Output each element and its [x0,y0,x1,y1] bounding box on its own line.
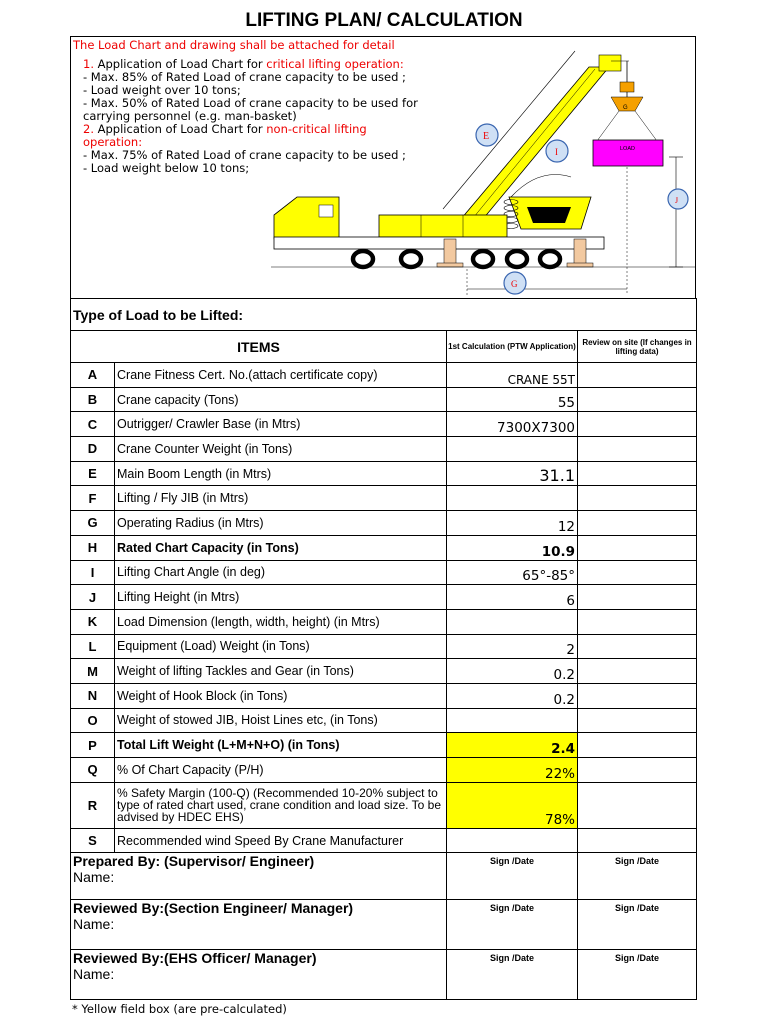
reviewed-ehs-cell [71,950,447,1000]
row-description: Crane Counter Weight (in Tons) [115,437,447,462]
row-letter: C [71,412,115,437]
first-calculation-value[interactable] [447,708,578,733]
review-on-site-value[interactable] [578,733,697,758]
sign-date-1st[interactable]: Sign /Date [447,900,578,950]
label-j: J [675,196,679,205]
table-row [71,412,697,437]
review-on-site-value[interactable] [578,609,697,634]
note-2-text: Application of Load Chart for [93,122,267,136]
first-calculation-value[interactable]: 12 [447,511,578,536]
label-e: E [483,131,490,142]
row-description: Weight of Hook Block (in Tons) [115,683,447,708]
reviewed-ehs-name-label: Name: [73,966,115,983]
first-calculation-value[interactable]: 0.2 [447,659,578,684]
note-1-text: Application of Load Chart for [93,57,267,71]
first-calculation-value[interactable]: 55 [447,387,578,412]
table-row [71,609,697,634]
label-g: G [511,279,518,289]
first-calculation-value[interactable]: 0.2 [447,683,578,708]
row-description: Crane capacity (Tons) [115,387,447,412]
label-i: I [555,147,558,157]
row-letter: E [71,461,115,486]
note-2-line: - Max. 75% of Rated Load of crane capacity to be used ; [83,148,406,162]
table-row [71,535,697,560]
first-calculation-value[interactable]: 10.9 [447,535,578,560]
row-letter: H [71,535,115,560]
row-letter: A [71,363,115,388]
review-on-site-value[interactable] [578,511,697,536]
row-description: Operating Radius (in Mtrs) [115,511,447,536]
note-1-line: - Max. 85% of Rated Load of crane capacity to be used ; [83,70,406,84]
review-on-site-value[interactable] [578,828,697,853]
note-2-line: - Load weight below 10 tons; [83,161,250,175]
row-letter: N [71,683,115,708]
row-description: Total Lift Weight (L+M+N+O) (in Tons) [115,733,447,758]
first-calculation-value[interactable] [447,828,578,853]
label-bubble-i [546,140,568,162]
sign-date-1st[interactable]: Sign /Date [447,950,578,1000]
table-row [71,363,697,388]
table-row [71,683,697,708]
table-row [71,733,697,758]
review-on-site-value[interactable] [578,387,697,412]
table-row [71,461,697,486]
table-row [71,387,697,412]
sign-date-1st[interactable]: Sign /Date [447,853,578,900]
row-description: Lifting / Fly JIB (in Mtrs) [115,486,447,511]
row-letter: P [71,733,115,758]
label-bubble-j [668,189,688,209]
review-on-site-value[interactable] [578,634,697,659]
load-box [593,140,663,166]
table-row [71,828,697,853]
first-calculation-value[interactable]: 7300X7300 [447,412,578,437]
row-letter: B [71,387,115,412]
row-description: Weight of lifting Tackles and Gear (in Tons) [115,659,447,684]
row-letter: K [71,609,115,634]
table-row [71,782,697,828]
review-on-site-value[interactable] [578,782,697,828]
row-letter: O [71,708,115,733]
note-1-line: - Load weight over 10 tons; [83,83,241,97]
first-calculation-value[interactable]: 6 [447,585,578,610]
row-letter: G [71,511,115,536]
lifting-data-table [70,298,697,1000]
first-calculation-header: 1st Calculation (PTW Application) [447,331,578,363]
footnote: * Yellow field box (are pre-calculated) [72,1002,287,1016]
row-letter: F [71,486,115,511]
note-1-red: critical lifting operation: [266,57,404,71]
table-row [71,486,697,511]
row-description: Load Dimension (length, width, height) (in Mtrs) [115,609,447,634]
note-1-line: - Max. 50% of Rated Load of crane capacity to be used for carrying personnel (e.g. man-basket) [83,96,418,123]
note-2-number: 2. [83,122,94,136]
first-calculation-value[interactable]: 78% [447,782,578,828]
first-calculation-value[interactable] [447,609,578,634]
sign-date-review[interactable]: Sign /Date [578,950,697,1000]
review-on-site-value[interactable] [578,437,697,462]
row-description: Rated Chart Capacity (in Tons) [115,535,447,560]
items-header: ITEMS [71,331,447,363]
attach-note: The Load Chart and drawing shall be attached for detail [73,38,395,52]
first-calculation-value[interactable]: 22% [447,758,578,783]
row-description: Outrigger/ Crawler Base (in Mtrs) [115,412,447,437]
load-label: LOAD [620,146,635,152]
row-letter: J [71,585,115,610]
reviewed-ehs-label: Reviewed By:(EHS Officer/ Manager) [73,950,317,967]
review-on-site-value[interactable] [578,585,697,610]
table-row [71,585,697,610]
note-1-number: 1. [83,57,94,71]
first-calculation-value[interactable]: 2.4 [447,733,578,758]
review-on-site-value[interactable] [578,758,697,783]
label-bubble-e [476,124,498,146]
angle-arc [511,175,571,198]
crane-cab [274,197,339,239]
outrigger-left [444,239,456,265]
page-title: LIFTING PLAN/ CALCULATION [245,10,523,31]
table-row [71,560,697,585]
sign-date-review[interactable]: Sign /Date [578,853,697,900]
table-row [71,758,697,783]
reviewed-section-label: Reviewed By:(Section Engineer/ Manager) [73,900,354,917]
instructions-and-diagram-box [70,36,696,299]
crane-carrier-deck [379,215,507,237]
row-description: Main Boom Length (in Mtrs) [115,461,447,486]
row-letter: S [71,828,115,853]
row-letter: L [71,634,115,659]
row-description: Recommended wind Speed By Crane Manufacturer [115,828,447,853]
prepared-by-cell [71,853,447,900]
table-row [71,708,697,733]
first-calculation-value[interactable] [447,486,578,511]
table-row [71,659,697,684]
row-letter: R [71,782,115,828]
row-description: Lifting Height (in Mtrs) [115,585,447,610]
review-on-site-value[interactable] [578,461,697,486]
first-calculation-value[interactable]: 2 [447,634,578,659]
review-on-site-header: Review on site (If changes in lifting data) [578,331,697,363]
row-letter: M [71,659,115,684]
row-description: Lifting Chart Angle (in deg) [115,560,447,585]
review-on-site-value[interactable] [578,683,697,708]
note-2-red: non-critical lifting operation: [83,122,367,149]
reviewed-section-cell [71,900,447,950]
label-bubble-g [504,272,526,294]
prepared-by-label: Prepared By: (Supervisor/ Engineer) [73,853,315,870]
type-of-load-label: Type of Load to be Lifted: [71,299,697,331]
review-on-site-value[interactable] [578,708,697,733]
table-row [71,437,697,462]
first-calculation-value[interactable]: 65°-85° [447,560,578,585]
crane-diagram [71,37,697,300]
review-on-site-value[interactable] [578,486,697,511]
review-on-site-value[interactable] [578,363,697,388]
review-on-site-value[interactable] [578,560,697,585]
row-description: % Safety Margin (100-Q) (Recommended 10-20% subject to type of rated chart used, crane condition and load size. To be advised by HDEC EHS) [115,782,447,828]
first-calculation-value[interactable]: CRANE 55T [447,363,578,388]
row-letter: D [71,437,115,462]
crane-chassis [274,237,604,249]
row-description: Equipment (Load) Weight (in Tons) [115,634,447,659]
row-letter: I [71,560,115,585]
review-on-site-value[interactable] [578,659,697,684]
prepared-name-label: Name: [73,869,115,886]
table-row [71,511,697,536]
svg-text:G: G [623,105,628,111]
row-letter: Q [71,758,115,783]
sign-date-review[interactable]: Sign /Date [578,900,697,950]
review-on-site-value[interactable] [578,412,697,437]
reviewed-section-name-label: Name: [73,916,115,933]
row-description: Weight of stowed JIB, Hoist Lines etc, (in Tons) [115,708,447,733]
table-row [71,634,697,659]
outrigger-right [574,239,586,265]
first-calculation-value[interactable]: 31.1 [447,461,578,486]
row-description: % Of Chart Capacity (P/H) [115,758,447,783]
first-calculation-value[interactable] [447,437,578,462]
review-on-site-value[interactable] [578,535,697,560]
row-description: Crane Fitness Cert. No.(attach certificate copy) [115,363,447,388]
